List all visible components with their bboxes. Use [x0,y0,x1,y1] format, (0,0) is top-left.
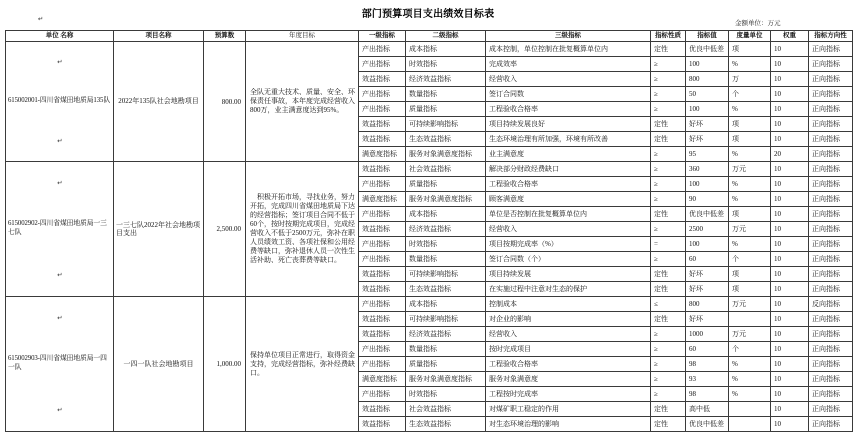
level1-indicator-cell: 产出指标 [359,387,406,402]
header-annual-goal: 年度目标 [246,31,359,42]
indicator-nature-cell: 定性 [651,312,686,327]
level2-indicator-cell: 服务对象满意度指标 [406,192,486,207]
measure-unit-cell: 项 [729,117,771,132]
level1-indicator-cell: 效益指标 [359,72,406,87]
level2-indicator-cell: 时效指标 [406,237,486,252]
indicator-nature-cell: ≥ [651,327,686,342]
weight-cell: 10 [771,102,809,117]
level2-indicator-cell: 成本指标 [406,297,486,312]
indicator-value-cell: 好坏 [686,282,729,297]
level1-indicator-cell: 产出指标 [359,207,406,222]
level1-indicator-cell: 满意度指标 [359,372,406,387]
measure-unit-cell: 项 [729,282,771,297]
indicator-value-cell: 1000 [686,327,729,342]
unit-name-text: 615002903-四川省煤田地质局一四一队 [8,355,107,371]
level3-indicator-cell: 解决部分财政经费缺口 [486,162,651,177]
measure-unit-cell: 万元 [729,327,771,342]
level3-indicator-cell: 经营收入 [486,222,651,237]
indicator-direction-cell: 正向指标 [809,147,853,162]
level3-indicator-cell: 业主满意度 [486,147,651,162]
indicator-nature-cell: ≥ [651,102,686,117]
paragraph-mark: ↵ [57,178,63,187]
level2-indicator-cell: 质量指标 [406,102,486,117]
level3-indicator-cell: 项目持续发展 [486,267,651,282]
indicator-direction-cell: 正向指标 [809,132,853,147]
level2-indicator-cell: 成本指标 [406,207,486,222]
level3-indicator-cell: 服务对象满意度 [486,372,651,387]
indicator-value-cell: 90 [686,192,729,207]
level2-indicator-cell: 时效指标 [406,57,486,72]
budget-amount-text: 800.00 [221,97,241,106]
indicator-direction-cell: 正向指标 [809,342,853,357]
indicator-direction-cell: 正向指标 [809,252,853,267]
indicator-nature-cell: ≤ [651,297,686,312]
budget-amount-cell [204,42,246,162]
measure-unit-cell: % [729,387,771,402]
level3-indicator-cell: 对企业的影响 [486,312,651,327]
indicator-direction-cell: 正向指标 [809,417,853,432]
weight-cell: 10 [771,282,809,297]
level2-indicator-cell: 可持续影响指标 [406,312,486,327]
level2-indicator-cell: 时效指标 [406,387,486,402]
weight-cell: 10 [771,192,809,207]
indicator-nature-cell: ≥ [651,357,686,372]
header-indicator-direction: 指标方向性 [809,31,853,42]
level1-indicator-cell: 效益指标 [359,282,406,297]
level3-indicator-cell: 经营收入 [486,72,651,87]
level3-indicator-cell: 工程验收合格率 [486,177,651,192]
indicator-direction-cell: 正向指标 [809,237,853,252]
weight-cell: 10 [771,57,809,72]
level3-indicator-cell: 经营收入 [486,327,651,342]
annual-goal-cell [246,297,359,432]
header-indicator-nature: 指标性质 [651,31,686,42]
level1-indicator-cell: 产出指标 [359,297,406,312]
indicator-direction-cell: 正向指标 [809,207,853,222]
level3-indicator-cell: 项目持续发展良好 [486,117,651,132]
level2-indicator-cell: 生态效益指标 [406,282,486,297]
measure-unit-cell: 个 [729,87,771,102]
indicator-value-cell: 100 [686,237,729,252]
measure-unit-cell: 项 [729,132,771,147]
measure-unit-cell: 项 [729,42,771,57]
header-budget-amount: 预算数 [204,31,246,42]
indicator-value-cell: 800 [686,72,729,87]
project-name-text: 一三七队2022年社会地勘项目支出 [116,220,200,237]
indicator-direction-cell: 正向指标 [809,282,853,297]
indicator-nature-cell: ≥ [651,177,686,192]
header-indicator-value: 指标值 [686,31,729,42]
indicator-value-cell: 800 [686,297,729,312]
weight-cell: 10 [771,237,809,252]
level1-indicator-cell: 效益指标 [359,327,406,342]
level3-indicator-cell: 对生态环境治理的影响 [486,417,651,432]
header-unit-name: 单位 名称 [6,31,114,42]
level3-indicator-cell: 完成效率 [486,57,651,72]
weight-cell: 10 [771,132,809,147]
level1-indicator-cell: 满意度指标 [359,192,406,207]
level2-indicator-cell: 社会效益指标 [406,162,486,177]
measure-unit-cell: % [729,147,771,162]
project-name-cell [114,42,204,162]
measure-unit-cell: % [729,57,771,72]
level2-indicator-cell: 生态效益指标 [406,417,486,432]
indicator-direction-cell: 正向指标 [809,387,853,402]
measure-unit-cell: 个 [729,252,771,267]
level2-indicator-cell: 经济效益指标 [406,222,486,237]
indicator-value-cell: 好坏 [686,312,729,327]
indicator-nature-cell: ≥ [651,162,686,177]
indicator-value-cell: 95 [686,147,729,162]
unit-name-cell [6,42,114,162]
header-level1-indicator: 一级指标 [359,31,406,42]
unit-name-text: 615002001-四川省煤田地质局135队 [8,97,111,105]
level1-indicator-cell: 产出指标 [359,342,406,357]
weight-cell: 10 [771,297,809,312]
level1-indicator-cell: 产出指标 [359,237,406,252]
indicator-nature-cell: ≥ [651,372,686,387]
header-level2-indicator: 二级指标 [406,31,486,42]
indicator-nature-cell: = [651,237,686,252]
indicator-value-cell: 60 [686,342,729,357]
indicator-direction-cell: 正向指标 [809,312,853,327]
annual-goal-text: 积极开拓市场，寻找业务，努力开拓，完成四川省煤田地质局下达的经营指标；签订项目合同不低于60个，按时按期完成项目，完成经营收入不低于2500万元，弥补在职人员绩效工资、各项社保和公用经费等缺口，弥补退休人员一次性生活补助、死亡丧葬费等缺口。 [250,193,355,264]
measure-unit-cell [729,402,771,417]
indicator-nature-cell: ≥ [651,72,686,87]
level3-indicator-cell: 工程验收合格率 [486,102,651,117]
indicator-nature-cell: 定性 [651,42,686,57]
measure-unit-cell: % [729,177,771,192]
measure-unit-cell: 项 [729,267,771,282]
budget-amount-text: 2,500.00 [216,225,241,233]
indicator-value-cell: 100 [686,57,729,72]
weight-cell: 10 [771,117,809,132]
level1-indicator-cell: 满意度指标 [359,147,406,162]
unit-name-cell [6,162,114,297]
indicator-direction-cell: 正向指标 [809,57,853,72]
level2-indicator-cell: 成本指标 [406,42,486,57]
weight-cell: 10 [771,417,809,432]
indicator-value-cell: 360 [686,162,729,177]
level3-indicator-cell: 生态环境治理有所加强，环境有所改善 [486,132,651,147]
level3-indicator-cell: 项目按期完成率（%） [486,237,651,252]
indicator-value-cell: 100 [686,177,729,192]
indicator-nature-cell: ≥ [651,147,686,162]
level3-indicator-cell: 成本控制，单位控制在批复概算单位内 [486,42,651,57]
amount-unit-note: 金额单位：万元 [735,20,781,27]
paragraph-mark: ↵ [57,313,63,322]
document-title: 部门预算项目支出绩效目标表 [361,9,495,20]
budget-amount-cell [204,297,246,432]
level2-indicator-cell: 质量指标 [406,357,486,372]
weight-cell: 10 [771,207,809,222]
weight-cell: 10 [771,372,809,387]
level2-indicator-cell: 经济效益指标 [406,72,486,87]
measure-unit-cell: % [729,192,771,207]
measure-unit-cell: 个 [729,342,771,357]
weight-cell: 10 [771,387,809,402]
level1-indicator-cell: 效益指标 [359,267,406,282]
project-name-cell [114,297,204,432]
indicator-nature-cell: 定性 [651,117,686,132]
level3-indicator-cell: 按时完成项目 [486,342,651,357]
level2-indicator-cell: 可持续影响指标 [406,267,486,282]
indicator-value-cell: 好坏 [686,267,729,282]
indicator-value-cell: 好坏 [686,117,729,132]
paragraph-mark: ↵ [57,137,63,146]
measure-unit-cell: % [729,102,771,117]
indicator-value-cell: 2500 [686,222,729,237]
paragraph-mark: ↵ [57,57,63,66]
measure-unit-cell [729,312,771,327]
level3-indicator-cell: 工程验收合格率 [486,357,651,372]
indicator-value-cell: 优良中低差 [686,42,729,57]
indicator-direction-cell: 正向指标 [809,402,853,417]
level3-indicator-cell: 顾客满意度 [486,192,651,207]
unit-name-cell [6,297,114,432]
level2-indicator-cell: 社会效益指标 [406,402,486,417]
indicator-nature-cell: 定性 [651,417,686,432]
unit-name-text: 615002902-四川省煤田地质局一三七队 [8,220,107,236]
level1-indicator-cell: 产出指标 [359,42,406,57]
level2-indicator-cell: 经济效益指标 [406,327,486,342]
header-measure-unit: 度量单位 [729,31,771,42]
indicator-value-cell: 60 [686,252,729,267]
weight-cell: 10 [771,252,809,267]
indicator-nature-cell: 定性 [651,267,686,282]
level2-indicator-cell: 可持续影响指标 [406,117,486,132]
indicator-direction-cell: 正向指标 [809,117,853,132]
project-name-cell [114,162,204,297]
level2-indicator-cell: 数量指标 [406,87,486,102]
performance-target-table [5,30,853,432]
level1-indicator-cell: 产出指标 [359,102,406,117]
indicator-nature-cell: ≥ [651,252,686,267]
level2-indicator-cell: 服务对象满意度指标 [406,372,486,387]
indicator-nature-cell: 定性 [651,207,686,222]
level1-indicator-cell: 产出指标 [359,57,406,72]
level3-indicator-cell: 控制成本 [486,297,651,312]
annual-goal-cell [246,42,359,162]
indicator-nature-cell: ≥ [651,222,686,237]
level1-indicator-cell: 产出指标 [359,87,406,102]
indicator-direction-cell: 正向指标 [809,372,853,387]
indicator-direction-cell: 正向指标 [809,192,853,207]
indicator-value-cell: 98 [686,357,729,372]
annual-goal-cell [246,162,359,297]
level1-indicator-cell: 效益指标 [359,132,406,147]
weight-cell: 10 [771,357,809,372]
indicator-nature-cell: ≥ [651,342,686,357]
indicator-value-cell: 100 [686,102,729,117]
level3-indicator-cell: 在实施过程中注意对生态的保护 [486,282,651,297]
level2-indicator-cell: 服务对象满意度指标 [406,147,486,162]
measure-unit-cell: 万元 [729,297,771,312]
indicator-value-cell: 优良中低差 [686,417,729,432]
weight-cell: 10 [771,222,809,237]
indicator-direction-cell: 正向指标 [809,72,853,87]
indicator-nature-cell: ≥ [651,192,686,207]
level2-indicator-cell: 生态效益指标 [406,132,486,147]
measure-unit-cell: 万元 [729,162,771,177]
weight-cell: 10 [771,87,809,102]
level3-indicator-cell: 工程按时完成率 [486,387,651,402]
annual-goal-text: 保持单位项目正常进行，取得资金支持，完成经营指标，弥补经费缺口。 [250,350,355,377]
indicator-direction-cell: 正向指标 [809,327,853,342]
indicator-direction-cell: 正向指标 [809,42,853,57]
paragraph-mark: ↵ [57,271,63,280]
indicator-value-cell: 好坏 [686,132,729,147]
paragraph-mark: ↵ [57,406,63,415]
indicator-direction-cell: 正向指标 [809,177,853,192]
level1-indicator-cell: 效益指标 [359,117,406,132]
level1-indicator-cell: 效益指标 [359,222,406,237]
measure-unit-cell: 项 [729,207,771,222]
paragraph-mark: ↵ [38,15,44,23]
measure-unit-cell: 万元 [729,222,771,237]
level1-indicator-cell: 产出指标 [359,252,406,267]
level3-indicator-cell: 单位是否控制在批复概算单位内 [486,207,651,222]
indicator-direction-cell: 正向指标 [809,102,853,117]
indicator-value-cell: 优良中低差 [686,207,729,222]
weight-cell: 20 [771,147,809,162]
level1-indicator-cell: 效益指标 [359,417,406,432]
indicator-direction-cell: 正向指标 [809,162,853,177]
budget-amount-cell [204,162,246,297]
project-name-text: 一四一队社会地勘项目 [123,359,194,368]
indicator-value-cell: 高中低 [686,402,729,417]
weight-cell: 10 [771,177,809,192]
annual-goal-text: 全队无重大技术、质量、安全、环保责任事故，本年度完成经营收入800万，业主满意度达到95%。 [250,88,355,114]
level1-indicator-cell: 效益指标 [359,402,406,417]
weight-cell: 10 [771,327,809,342]
measure-unit-cell: % [729,372,771,387]
weight-cell: 10 [771,342,809,357]
indicator-direction-cell: 正向指标 [809,267,853,282]
level1-indicator-cell: 产出指标 [359,357,406,372]
indicator-nature-cell: ≥ [651,57,686,72]
level3-indicator-cell: 签订合同数（个） [486,252,651,267]
indicator-nature-cell: ≥ [651,387,686,402]
budget-amount-text: 1,000.00 [216,360,241,368]
level2-indicator-cell: 数量指标 [406,252,486,267]
indicator-value-cell: 93 [686,372,729,387]
measure-unit-cell: 万 [729,72,771,87]
indicator-nature-cell: 定性 [651,402,686,417]
weight-cell: 10 [771,312,809,327]
level1-indicator-cell: 产出指标 [359,177,406,192]
level1-indicator-cell: 效益指标 [359,162,406,177]
header-weight: 权重 [771,31,809,42]
level1-indicator-cell: 效益指标 [359,312,406,327]
measure-unit-cell [729,417,771,432]
indicator-nature-cell: 定性 [651,282,686,297]
indicator-direction-cell: 正向指标 [809,357,853,372]
level2-indicator-cell: 数量指标 [406,342,486,357]
measure-unit-cell: % [729,237,771,252]
weight-cell: 10 [771,267,809,282]
weight-cell: 10 [771,162,809,177]
indicator-direction-cell: 正向指标 [809,222,853,237]
header-level3-indicator: 三级指标 [486,31,651,42]
indicator-direction-cell: 反向指标 [809,297,853,312]
measure-unit-cell: % [729,357,771,372]
project-name-text: 2022年135队社会地勘项目 [118,97,199,106]
weight-cell: 10 [771,42,809,57]
indicator-nature-cell: ≥ [651,87,686,102]
level2-indicator-cell: 质量指标 [406,177,486,192]
weight-cell: 10 [771,402,809,417]
weight-cell: 10 [771,72,809,87]
indicator-direction-cell: 正向指标 [809,87,853,102]
indicator-value-cell: 98 [686,387,729,402]
indicator-value-cell: 50 [686,87,729,102]
header-project-name: 项目名称 [114,31,204,42]
level3-indicator-cell: 签订合同数 [486,87,651,102]
level3-indicator-cell: 对煤矿职工稳定的作用 [486,402,651,417]
indicator-nature-cell: 定性 [651,132,686,147]
